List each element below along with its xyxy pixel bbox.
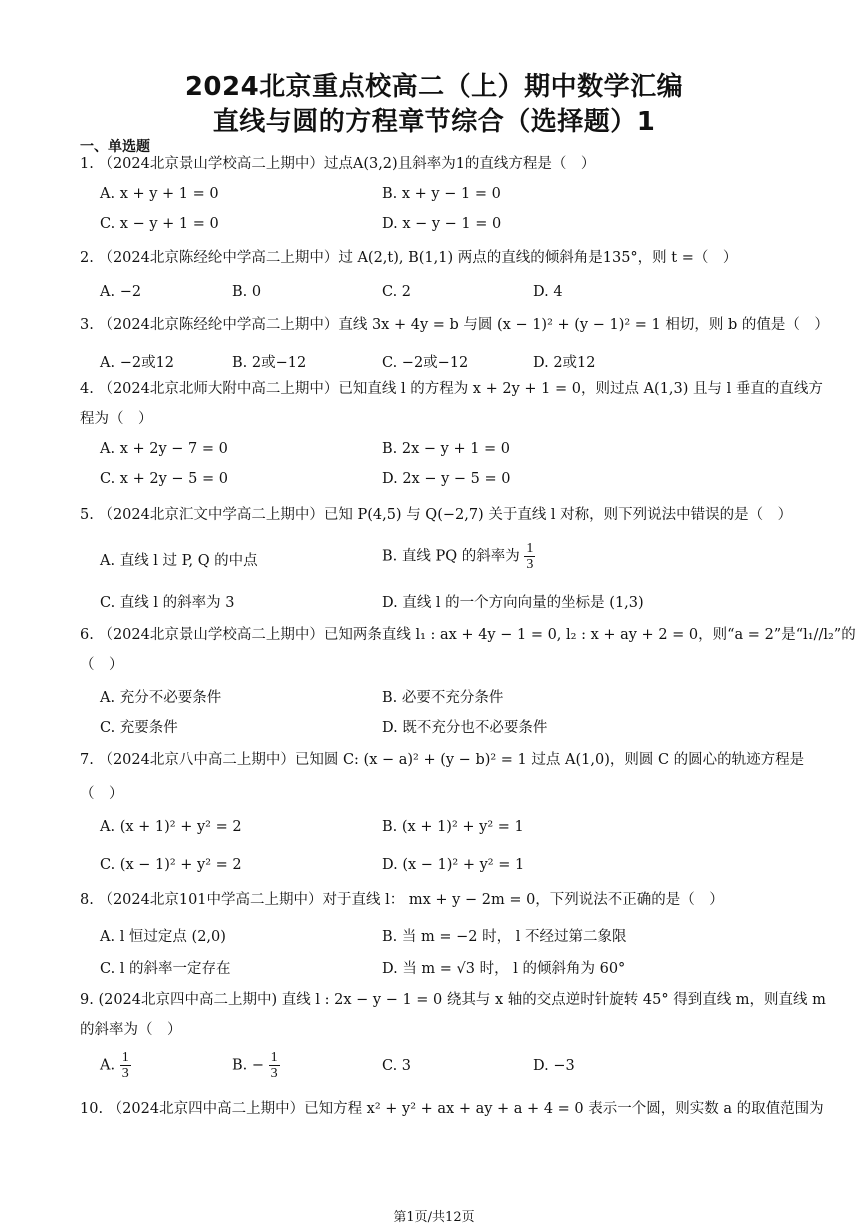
question-3-option-d: D. 2或12 [533, 355, 596, 371]
question-5-option-b-text: B. 直线 PQ 的斜率为 [382, 548, 520, 565]
question-9-stem-line-2: 的斜率为（ ） [80, 1022, 182, 1038]
question-8-option-d: D. 当 m = √3 时， l 的倾斜角为 60° [382, 961, 626, 977]
question-9-option-a-label: A. [100, 1057, 116, 1074]
question-9-option-c: C. 3 [382, 1058, 412, 1074]
fraction [269, 1050, 280, 1081]
question-5-option-d: D. 直线 l 的一个方向向量的坐标是 (1,3) [382, 595, 644, 611]
question-1-stem: 1. （2024北京景山学校高二上期中）过点A(3,2)且斜率为1的直线方程是（ ） [80, 156, 596, 172]
question-1-option-c: C. x − y + 1 = 0 [100, 216, 219, 232]
question-1-option-d: D. x − y − 1 = 0 [382, 216, 502, 232]
question-6-option-b: B. 必要不充分条件 [382, 690, 504, 706]
fraction [524, 541, 535, 572]
question-4-option-b: B. 2x − y + 1 = 0 [382, 441, 511, 457]
question-9-option-d: D. −3 [533, 1058, 575, 1074]
question-8-option-a: A. l 恒过定点 (2,0) [100, 929, 226, 945]
question-2-option-d: D. 4 [533, 284, 563, 300]
fraction-numerator: 1 [270, 1050, 278, 1065]
fraction-numerator: 1 [121, 1050, 129, 1065]
question-8-stem: 8. （2024北京101中学高二上期中）对于直线 l： mx + y − 2m = 0，下列说法不正确的是（ ） [80, 892, 724, 908]
question-8-option-b: B. 当 m = −2 时， l 不经过第二象限 [382, 929, 627, 945]
question-6-option-a: A. 充分不必要条件 [100, 690, 222, 706]
fraction-numerator: 1 [526, 541, 534, 556]
question-9-stem-line-1: 9. (2024北京四中高二上期中) 直线 l : 2x − y − 1 = 0 绕其与 x 轴的交点逆时针旋转 45° 得到直线 m，则直线 m [80, 992, 826, 1008]
question-10-stem: 10. （2024北京四中高二上期中）已知方程 x² + y² + ax + ay + a + 4 = 0 表示一个圆，则实数 a 的取值范围为 [80, 1101, 824, 1117]
question-7-stem-line-1: 7. （2024北京八中高二上期中）已知圆 C: (x − a)² + (y − b)² = 1 过点 A(1,0)，则圆 C 的圆心的轨迹方程是 [80, 752, 805, 768]
question-3-stem: 3. （2024北京陈经纶中学高二上期中）直线 3x + 4y = b 与圆 (x − 1)² + (y − 1)² = 1 相切，则 b 的值是（ ） [80, 317, 829, 333]
question-4-option-d: D. 2x − y − 5 = 0 [382, 471, 511, 487]
question-4-option-c: C. x + 2y − 5 = 0 [100, 471, 228, 487]
question-7-stem-line-2: （ ） [80, 786, 124, 802]
question-7-option-b: B. (x + 1)² + y² = 1 [382, 819, 524, 835]
question-7-option-d: D. (x − 1)² + y² = 1 [382, 857, 525, 873]
question-5-stem: 5. （2024北京汇文中学高二上期中）已知 P(4,5) 与 Q(−2,7) 关于直线 l 对称，则下列说法中错误的是（ ） [80, 507, 793, 523]
question-6-stem-line-1: 6. （2024北京景山学校高二上期中）已知两条直线 l₁ : ax + 4y − 1 = 0, l₂ : x + ay + 2 = 0，则“a = 2”是“l₁//l₂”的 [80, 627, 856, 643]
question-8-option-c: C. l 的斜率一定存在 [100, 961, 231, 977]
question-3-option-a: A. −2或12 [100, 355, 175, 371]
question-9-option-a [100, 1050, 131, 1081]
question-2-option-c: C. 2 [382, 284, 412, 300]
question-7-option-c: C. (x − 1)² + y² = 2 [100, 857, 242, 873]
question-2-stem: 2. （2024北京陈经纶中学高二上期中）过 A(2,t), B(1,1) 两点的直线的倾斜角是135°，则 t =（ ） [80, 250, 738, 266]
question-4-stem-line-1: 4. （2024北京北师大附中高二上期中）已知直线 l 的方程为 x + 2y + 1 = 0，则过点 A(1,3) 且与 l 垂直的直线方 [80, 381, 823, 397]
question-4-stem-line-2: 程为（ ） [80, 411, 153, 427]
question-6-option-c: C. 充要条件 [100, 720, 178, 736]
question-3-option-c: C. −2或−12 [382, 355, 469, 371]
fraction-denominator: 3 [270, 1066, 278, 1081]
question-3-option-b: B. 2或−12 [232, 355, 307, 371]
question-1-option-b: B. x + y − 1 = 0 [382, 186, 501, 202]
fraction-denominator: 3 [526, 557, 534, 572]
question-2-option-a: A. −2 [100, 284, 142, 300]
fraction-denominator: 3 [121, 1066, 129, 1081]
question-2-option-b: B. 0 [232, 284, 262, 300]
question-7-option-a: A. (x + 1)² + y² = 2 [100, 819, 242, 835]
page-footer: 第1页/共12页 [393, 1210, 475, 1225]
question-5-option-a: A. 直线 l 过 P, Q 的中点 [100, 553, 258, 569]
fraction [120, 1050, 131, 1081]
question-6-option-d: D. 既不充分也不必要条件 [382, 720, 548, 736]
question-4-option-a: A. x + 2y − 7 = 0 [100, 441, 228, 457]
question-6-stem-line-2: （ ） [80, 657, 124, 673]
question-9-option-b [232, 1050, 280, 1081]
question-1-option-a: A. x + y + 1 = 0 [100, 186, 219, 202]
document-title-line-2: 直线与圆的方程章节综合（选择题）1 [212, 107, 656, 137]
question-5-option-b [382, 541, 535, 572]
document-title-line-1: 2024北京重点校高二（上）期中数学汇编 [184, 72, 684, 102]
question-5-option-c: C. 直线 l 的斜率为 3 [100, 595, 235, 611]
question-9-option-b-label: B. − [232, 1057, 265, 1074]
section-heading: 一、单选题 [80, 139, 150, 155]
